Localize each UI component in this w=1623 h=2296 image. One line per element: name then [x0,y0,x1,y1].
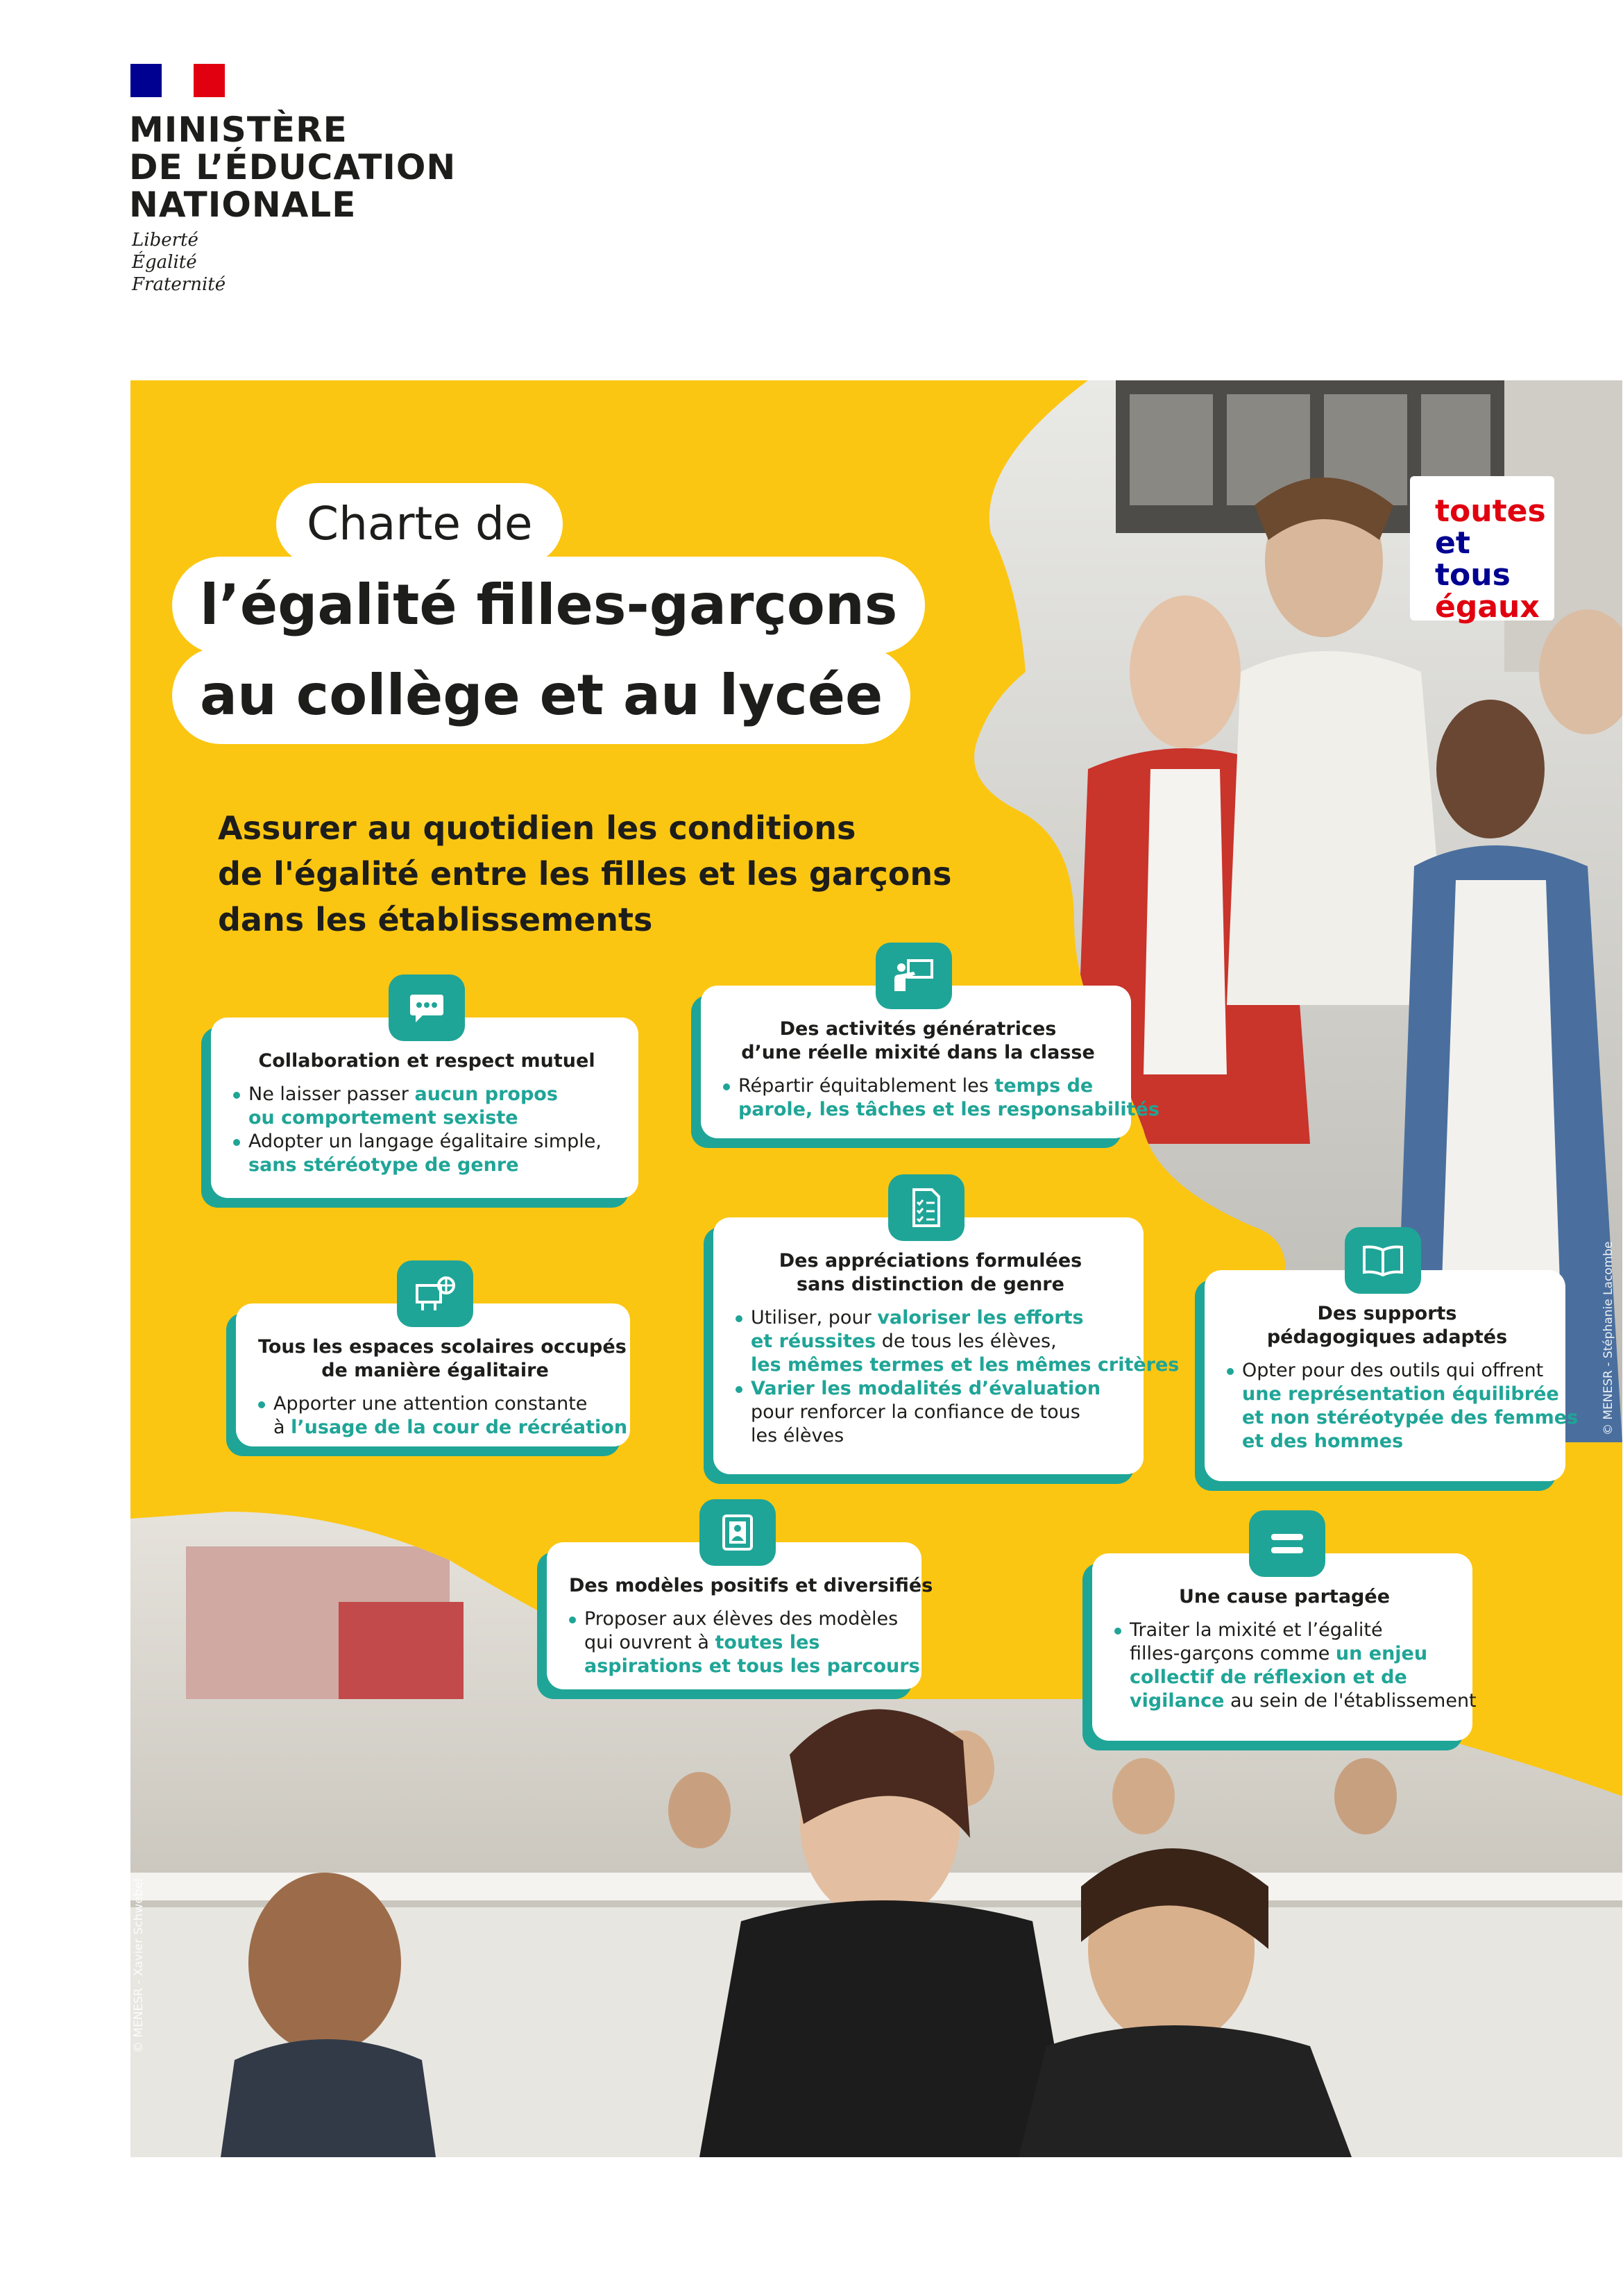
teacher-board-icon [876,943,952,1009]
highlighted-text: les mêmes termes et les mêmes critères [751,1354,1180,1376]
card-title [1227,1302,1547,1349]
card-title-line: pédagogiques adaptés [1266,1326,1508,1348]
highlighted-text: un enjeu [1335,1643,1428,1664]
card-bullet [736,1377,1125,1448]
highlighted-text: aucun propos [414,1083,558,1105]
card-bullet [723,1074,1159,1122]
portrait-icon [699,1499,776,1566]
card-bullet-list [736,1306,1180,1448]
equals-icon [1249,1510,1325,1577]
card-title [258,1335,627,1383]
card-title [233,1049,620,1073]
ministry-line: NATIONALE [129,185,357,225]
title-line-3: au collège et au lycée [172,647,910,744]
subtitle-line: de l'égalité entre les filles et les garçons [218,855,952,893]
badge-line: toutes [1435,493,1546,529]
subtitle-line: dans les établissements [218,901,653,938]
republic-motto [132,229,226,296]
highlighted-text: temps de [994,1075,1094,1097]
bullet-text: Apporter une attention constante [273,1393,588,1415]
card-title-line: Des modèles positifs et diversifiés [569,1575,933,1596]
highlighted-text: une représentation équilibrée [1242,1383,1559,1405]
card-title-line: Des supports [1317,1303,1457,1324]
photo-credit-top: © MENESR - Stéphanie Lacombe [1601,1241,1615,1435]
highlighted-text: aspirations et tous les parcours [584,1655,920,1677]
open-book-icon [1345,1227,1421,1294]
card-bullet [1227,1359,1579,1453]
motto-line: Fraternité [132,274,226,295]
card-bullet-list [569,1607,920,1678]
card-bullet-list [1227,1359,1579,1453]
motto-line: Liberté [132,230,198,251]
republic-flag-logo [130,64,225,97]
card-title-line: Des activités génératrices [779,1018,1057,1040]
bullet-text: les élèves [751,1425,844,1446]
highlighted-text: et non stéréotypée des femmes [1242,1407,1579,1428]
bullet-text: Adopter un langage égalitaire simple, [248,1131,602,1152]
bullet-text: Opter pour des outils qui offrent [1242,1360,1544,1381]
bullet-text: filles-garçons comme [1130,1643,1336,1664]
toutes-et-tous-egaux-badge [1410,476,1554,625]
highlighted-text: parole, les tâches et les responsabilités [738,1099,1159,1120]
card-bullet [1114,1619,1477,1713]
bullet-text: Proposer aux élèves des modèles [584,1608,899,1630]
highlighted-text: vigilance [1130,1690,1225,1712]
title-line-1: Charte de [276,483,563,565]
card-bullet-list [258,1392,628,1440]
highlighted-text: valoriser les efforts [877,1307,1084,1328]
highlighted-text: l’usage de la cour de récréation [291,1417,628,1438]
ministry-name [129,111,456,223]
ministry-line: MINISTÈRE [129,110,348,150]
highlighted-text: et des hommes [1242,1430,1404,1452]
bullet-text: à [273,1417,291,1438]
highlighted-text: toutes les [715,1632,820,1653]
card-title [723,1018,1113,1065]
card-title-line: sans distinction de genre [797,1274,1064,1295]
bullet-text: Ne laisser passer [248,1083,415,1105]
card-bullet [233,1083,620,1130]
card-bullet [736,1306,1180,1377]
subtitle [218,805,952,943]
title-line-2: l’égalité filles-garçons [172,557,925,654]
school-space-icon [397,1260,473,1327]
card-title-line: d’une réelle mixité dans la classe [741,1042,1095,1063]
bullet-text: Répartir équitablement les [738,1075,995,1097]
checklist-icon [888,1174,965,1241]
card-title [736,1249,1125,1297]
bullet-text: Traiter la mixité et l’égalité [1130,1619,1383,1641]
card-title-line: Une cause partagée [1178,1586,1391,1607]
card-bullet-list [1114,1619,1477,1713]
badge-line: égaux [1435,589,1540,625]
card-title [569,1574,933,1598]
highlighted-text: ou comportement sexiste [248,1107,518,1129]
highlighted-text: et réussites [751,1331,876,1352]
bullet-text: au sein de l'établissement [1224,1690,1477,1712]
charter-poster [130,380,1622,2157]
highlighted-text: sans stéréotype de genre [248,1154,519,1176]
bullet-text: pour renforcer la confiance de tous [751,1401,1080,1423]
highlighted-text: Varier les modalités d’évaluation [751,1378,1101,1399]
subtitle-line: Assurer au quotidien les conditions [218,809,856,847]
card-bullet [569,1607,920,1678]
ministry-line: DE L’ÉDUCATION [129,147,457,187]
badge-line: et tous [1435,525,1511,593]
card-bullet-list [723,1074,1159,1122]
card-title-line: Des appréciations formulées [779,1250,1082,1272]
card-teaching-materials [1205,1270,1579,1481]
card-collaboration [211,1018,638,1198]
card-shared-cause [1092,1553,1477,1741]
highlighted-text: collectif de réflexion et de [1130,1666,1407,1688]
card-bullet-list [233,1083,620,1177]
card-title-line: de manière égalitaire [321,1360,549,1381]
photo-credit-bottom: © MENESR - Xavier Schwebel [132,1878,146,2053]
card-bullet [233,1130,620,1177]
bullet-text: Utiliser, pour [751,1307,878,1328]
bullet-text: de tous les élèves, [876,1331,1057,1352]
motto-line: Égalité [132,252,197,273]
card-assessments [713,1217,1180,1474]
card-bullet [258,1392,628,1440]
speech-bubble-icon [389,974,465,1041]
card-title-line: Tous les espaces scolaires occupés [258,1336,627,1358]
bullet-text: qui ouvrent à [584,1632,715,1653]
card-title-line: Collaboration et respect mutuel [258,1050,595,1072]
card-title [1114,1585,1454,1609]
